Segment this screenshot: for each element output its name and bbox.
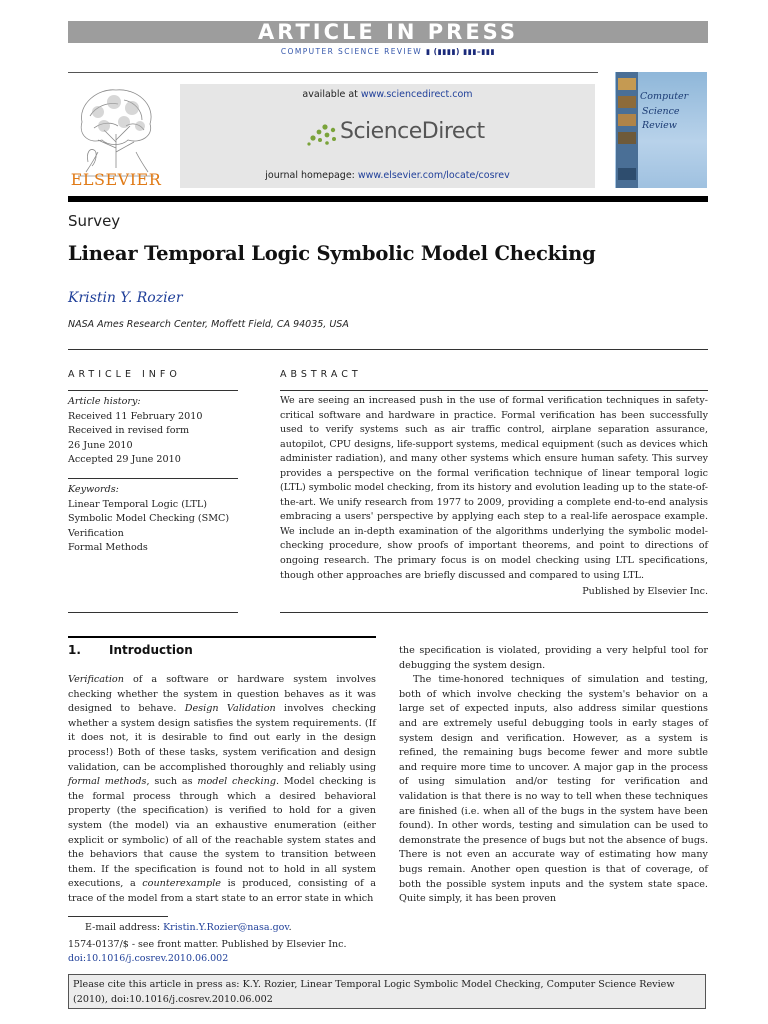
author-email-link[interactable]: Kristin.Y.Rozier@nasa.gov [163, 922, 289, 933]
emphasis-term: Verification [68, 674, 124, 685]
available-prefix: available at [302, 89, 361, 100]
issn-line: 1574-0137/$ - see front matter. Published by Elsevier Inc. [68, 939, 347, 950]
header-rule [68, 72, 598, 73]
body-paragraph [68, 673, 376, 907]
body-paragraph: The time-honored techniques of simulation and testing, both of which involve checking the system's behavior on a large set of expected inputs, also address similar questions and are extremely useful debugging tools in early stages of system design and verification. However, as a system is refined, the remaining bugs become fewer and more subtle and require more time to uncover. A major gap in the process of using simulation and/or testing for verification and validation is that there is no way to tell when these techniques are finished (i.e. when all of the bugs in the system have been found). In other words, testing and simulation can be used to demonstrate the presence of bugs but not the absence of bugs. There is not even an accurate way of estimating how many bugs remain. Another open question is that of coverage, of both the possible system inputs and the system state space. Quite simply, it has been proven [399, 674, 708, 905]
body-text-run: is produced, consisting of a trace of the model from a start state to an error state in which [68, 878, 376, 904]
section-number: 1. [68, 643, 81, 657]
body-column-left [68, 673, 376, 907]
body-text-run: , such as [146, 776, 198, 788]
abstract-heading: ABSTRACT [280, 369, 362, 380]
article-history [68, 395, 248, 468]
cover-title-line: Science [642, 105, 680, 117]
article-info-heading: ARTICLE INFO [68, 369, 181, 380]
body-text-run: involves checking whether a system design satisfies the system requirements. (If it does not, it is desirable to find out early in the design process!) Both of these tasks, system verification and design validation, can be accomplished thoroughly and reliably using [68, 703, 376, 773]
abstract-rule [280, 390, 708, 391]
history-item: Accepted 29 June 2010 [68, 454, 181, 466]
body-column-right [399, 644, 708, 907]
article-type: Survey [68, 212, 121, 230]
email-prefix: E-mail address: [85, 922, 164, 933]
sciencedirect-wordmark: ScienceDirect [340, 119, 485, 144]
issue-placeholder: ▮ (▮▮▮▮) ▮▮▮–▮▮▮ [425, 47, 496, 56]
body-text-run: . Model checking is the formal process through which a desired behavioral property (the specification) is verified to hold for a given system (the model) via an exhaustive enumeration (either explicit or symbolic) of all of the reachable system states and the behaviors that cause the system to transition between them. If the specification is found not to hold in all system executions, a [68, 776, 376, 890]
abstract-text: We are seeing an increased push in the use of formal verification techniques in safety-critical software and hardware in practice. Formal verification has been successfully used to verify systems such as air traffic control, airplane separation assurance, autopilot, CPU designs, life-support systems, medical equipment (such as devices which administer radiation), and many other systems which ensure human safety. This survey provides a perspective on the formal verification technique of linear temporal logic (LTL) symbolic model checking, from its history and evolution leading up to the state-of-the-art. We unify research from 1977 to 2009, providing a complete end-to-end analysis embracing a users' perspective by applying each step to a real-life aerospace example. We include an in-depth examination of the algorithms underlying the symbolic model-checking procedure, show proofs of important theorems, and point to directions of ongoing research. The primary focus is on model checking using LTL specifications, though other approaches are briefly discussed and compared to using LTL. [280, 395, 708, 581]
elsevier-wordmark: ELSEVIER [70, 170, 162, 189]
body-paragraph: the specification is violated, providing a very helpful tool for debugging the system design. [399, 645, 708, 671]
article-info-end-rule [68, 612, 238, 613]
cover-title [640, 90, 706, 134]
article-title: Linear Temporal Logic Symbolic Model Checking [68, 242, 596, 265]
body-text-run: of a software or hardware system involves checking whether the system in question behaves as it was designed to behave. [68, 674, 376, 715]
section-title: Introduction [109, 643, 193, 657]
emphasis-term: model checking [197, 776, 276, 788]
keyword-item: Formal Methods [68, 542, 148, 554]
footnote-rule [68, 916, 168, 917]
section-rule [68, 636, 376, 638]
emphasis-term: formal methods [68, 776, 147, 788]
keyword-item: Verification [68, 527, 124, 539]
keyword-item: Linear Temporal Logic (LTL) [68, 498, 208, 510]
history-item: 26 June 2010 [68, 439, 133, 451]
emphasis-term: counterexample [142, 878, 221, 890]
emphasis-term: Design Validation [184, 703, 276, 715]
cover-title-line: Computer [640, 91, 689, 102]
author-email-footnote [85, 922, 292, 933]
journal-name: COMPUTER SCIENCE REVIEW [280, 47, 423, 56]
history-item: Received 11 February 2010 [68, 410, 203, 422]
title-block-rule [68, 349, 708, 350]
journal-homepage-link[interactable]: www.elsevier.com/locate/cosrev [357, 170, 510, 181]
article-in-press-banner: ARTICLE IN PRESS [68, 21, 708, 43]
doi-link[interactable]: doi:10.1016/j.cosrev.2010.06.002 [68, 953, 229, 964]
cover-title-line: Review [642, 120, 677, 131]
keywords-list [68, 483, 248, 556]
sciencedirect-link[interactable]: www.sciencedirect.com [360, 89, 473, 100]
available-at-line [180, 89, 595, 100]
citation-notice: Please cite this article in press as: K.Y. Rozier, Linear Temporal Logic Symbolic Model Checking, Computer Science Review (2010), doi:10.1016/j.cosrev.2010.06.002 [68, 974, 706, 1009]
article-info-divider [68, 478, 238, 479]
journal-homepage-line [180, 170, 595, 181]
keyword-item: Symbolic Model Checking (SMC) [68, 513, 230, 525]
keywords-label: Keywords: [68, 484, 119, 495]
article-info-rule [68, 390, 238, 391]
email-suffix: . [288, 922, 292, 933]
history-item: Received in revised form [68, 425, 190, 437]
masthead-rule [68, 196, 708, 202]
history-label: Article history: [68, 396, 141, 407]
homepage-prefix: journal homepage: [265, 170, 358, 181]
author-name[interactable]: Kristin Y. Rozier [68, 290, 183, 306]
cover-thumbnail-strip [616, 72, 638, 188]
published-by: Published by Elsevier Inc. [582, 586, 708, 597]
author-affiliation: NASA Ames Research Center, Moffett Field, CA 94035, USA [68, 319, 349, 330]
abstract-end-rule [280, 612, 708, 613]
journal-running-head [68, 47, 708, 56]
